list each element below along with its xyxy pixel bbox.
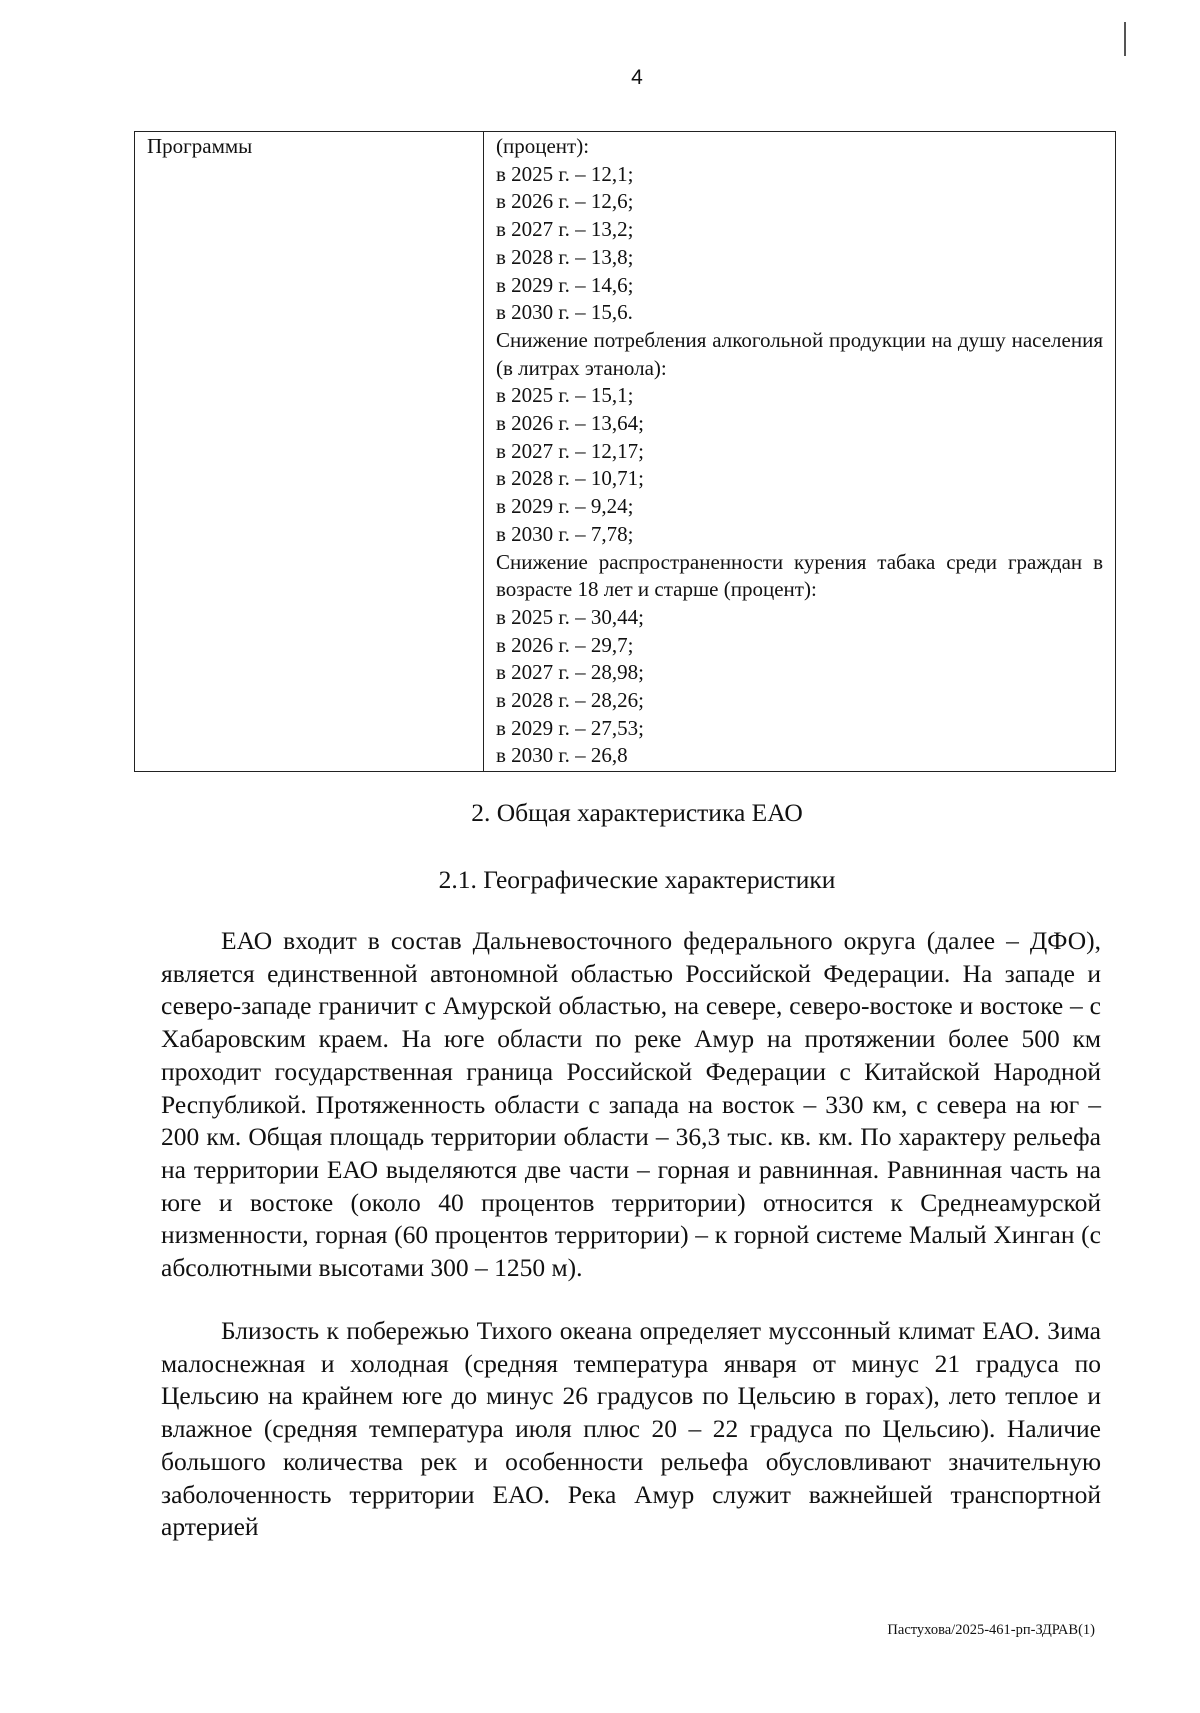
subsection-heading: 2.1. Географические характеристики bbox=[438, 865, 836, 894]
section-heading: 2. Общая характеристика ЕАО bbox=[471, 798, 803, 827]
value-line: в 2028 г. – 13,8; bbox=[496, 244, 634, 269]
document-footer-code: Пастухова/2025-461-рп-ЗДРАВ(1) bbox=[887, 1622, 1095, 1638]
value-line: в 2027 г. – 13,2; bbox=[496, 217, 634, 242]
value-line: в 2026 г. – 29,7; bbox=[496, 632, 634, 657]
value-line: в 2030 г. – 15,6. bbox=[496, 300, 633, 325]
value-line: в 2025 г. – 12,1; bbox=[496, 161, 634, 186]
value-line: (процент): bbox=[496, 134, 590, 158]
value-line: в 2026 г. – 13,64; bbox=[496, 411, 644, 436]
value-line: в 2029 г. – 27,53; bbox=[496, 715, 644, 740]
value-line: в 2030 г. – 7,78; bbox=[496, 521, 634, 546]
value-line: в 2028 г. – 28,26; bbox=[496, 688, 644, 713]
value-line: в 2030 г. – 26,8 bbox=[496, 743, 628, 768]
value-line: в 2027 г. – 28,98; bbox=[496, 660, 644, 685]
value-line: в 2026 г. – 12,6; bbox=[496, 189, 634, 214]
value-line: Снижение распространенности курения табака среди граждан в возрасте 18 лет и старше (процент): bbox=[496, 549, 1103, 602]
value-line: в 2029 г. – 14,6; bbox=[496, 272, 634, 297]
table-row bbox=[135, 132, 1116, 772]
value-line: в 2028 г. – 10,71; bbox=[496, 466, 644, 491]
body-paragraph-block bbox=[161, 925, 1101, 1285]
value-line: в 2025 г. – 30,44; bbox=[496, 604, 644, 629]
value-line: в 2025 г. – 15,1; bbox=[496, 383, 634, 408]
value-line: в 2027 г. – 12,17; bbox=[496, 438, 644, 463]
scan-edge-mark bbox=[1124, 22, 1126, 56]
value-line: Снижение потребления алкогольной продукции на душу населения (в литрах этанола): bbox=[496, 327, 1103, 380]
table-label-cell: Программы bbox=[135, 132, 484, 772]
passport-table bbox=[134, 131, 1116, 772]
table-value-cell bbox=[484, 132, 1116, 772]
page-number: 4 bbox=[631, 66, 643, 89]
value-line: в 2029 г. – 9,24; bbox=[496, 494, 634, 519]
paragraph-climate: Близость к побережью Тихого океана определяет муссонный климат ЕАО. Зима малоснежная и холодная (средняя температура января от минус 21 градуса по Цельсию на крайнем юге до минус 26 градусов по Цельсию в горах), лето теплое и влажное (средняя температура июля плюс 20 – 22 градуса по Цельсию). Наличие большого количества рек и особенности рельефа обусловливают значительную заболоченность территории ЕАО. Река Амур служит важнейшей транспортной артерией bbox=[161, 1316, 1101, 1542]
body-paragraph-block bbox=[161, 1315, 1101, 1544]
paragraph-geography: ЕАО входит в состав Дальневосточного федерального округа (далее – ДФО), является единственной автономной областью Российской Федерации. На западе и северо-западе граничит с Амурской областью, на севере, северо-востоке и востоке – с Хабаровским краем. На юге области по реке Амур на протяжении более 500 км проходит государственная граница Российской Федерации с Китайской Народной Республикой. Протяженность области с запада на восток – 330 км, с севера на юг – 200 км. Общая площадь территории области – 36,3 тыс. кв. км. По характеру рельефа на территории ЕАО выделяются две части – горная и равнинная. Равнинная часть на юге и востоке (около 40 процентов территории) относится к Среднеамурской низменности, горная (60 процентов территории) – к горной системе Малый Хинган (с абсолютными высотами 300 – 1250 м). bbox=[161, 926, 1101, 1283]
